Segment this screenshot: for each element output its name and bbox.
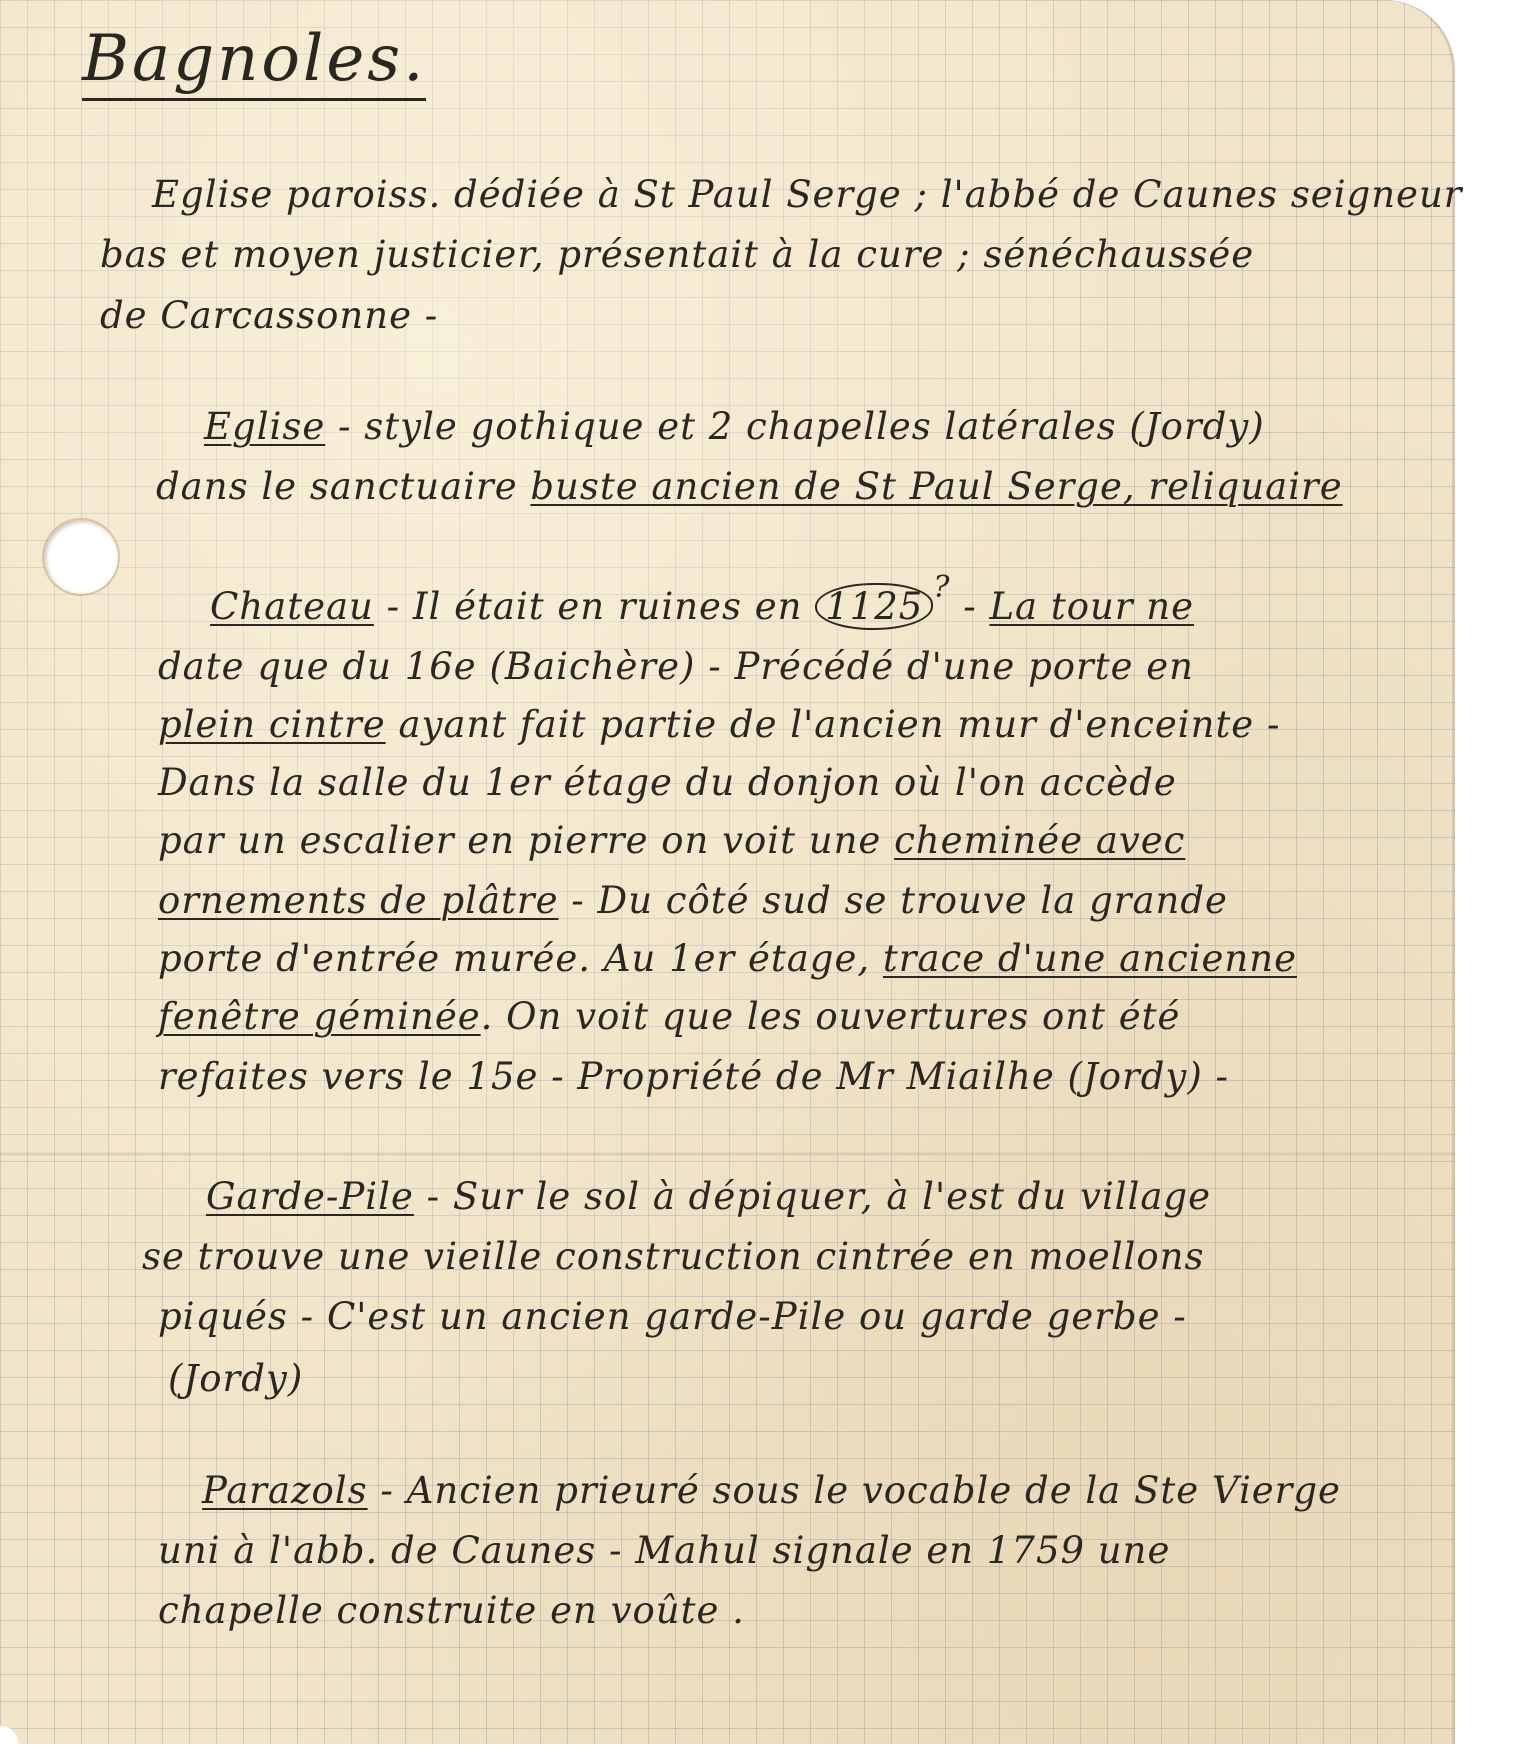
garde-pile-line-4: (Jordy) <box>168 1357 304 1400</box>
parazols-line-2: uni à l'abb. de Caunes - Mahul signale en 1759 une <box>158 1529 1171 1572</box>
eglise-line-1 <box>204 398 1265 456</box>
punch-hole <box>44 520 118 594</box>
chateau-line-1-text-a: - Il était en ruines en <box>373 585 816 628</box>
plein-cintre-text: plein cintre <box>158 703 386 746</box>
parazols-line-1-text: - Ancien prieuré sous le vocable de la Ste Vierge <box>367 1469 1341 1512</box>
intro-line-1: Eglise paroiss. dédiée à St Paul Serge ; l'abbé de Caunes seigneur <box>152 173 1463 216</box>
garde-pile-line-1 <box>206 1168 1211 1226</box>
eglise-buste-text: buste ancien de St Paul Serge, reliquaire <box>530 465 1343 508</box>
chateau-line-3-text: ayant fait partie de l'ancien mur d'enceinte - <box>385 703 1281 746</box>
parazols-heading: Parazols <box>202 1469 368 1512</box>
chateau-line-3 <box>158 696 1280 754</box>
chateau-line-1-text-b: - <box>950 585 990 628</box>
intro-line-2: bas et moyen justicier, présentait à la cure ; sénéchaussée <box>100 233 1255 276</box>
chateau-line-1 <box>210 570 1195 636</box>
chateau-line-8-text: . On voit que les ouvertures ont été <box>480 995 1181 1038</box>
chateau-line-5-text: par un escalier en pierre on voit une <box>158 819 895 862</box>
parazols-line-1 <box>202 1462 1341 1520</box>
eglise-heading: Eglise <box>204 405 326 448</box>
intro-line-3: de Carcassonne - <box>100 294 439 337</box>
eglise-line-1-text: - style gothique et 2 chapelles latérales (Jordy) <box>325 405 1265 448</box>
garde-pile-line-1-text: - Sur le sol à dépiquer, à l'est du village <box>413 1175 1211 1218</box>
chateau-line-8 <box>158 988 1180 1046</box>
chateau-line-2: date que du 16e (Baichère) - Précédé d'une porte en <box>158 645 1194 688</box>
chateau-line-7-text: porte d'entrée murée. Au 1er étage, <box>158 937 883 980</box>
question-mark-annotation: ? <box>933 570 951 605</box>
ancienne-trace-text: trace d'une ancienne <box>882 937 1297 980</box>
chateau-line-6 <box>158 872 1228 930</box>
chateau-line-4: Dans la salle du 1er étage du donjon où l'on accède <box>158 761 1177 804</box>
chateau-line-5 <box>158 812 1185 870</box>
garde-pile-line-2: se trouve une vieille construction cintrée en moellons <box>142 1235 1205 1278</box>
chateau-tour-text: La tour ne <box>989 585 1195 628</box>
ornements-text: ornements de plâtre <box>158 879 559 922</box>
chateau-heading: Chateau <box>210 585 374 628</box>
garde-pile-line-3: piqués - C'est un ancien garde-Pile ou garde gerbe - <box>158 1295 1187 1338</box>
chateau-line-7 <box>158 930 1297 988</box>
cheminee-text: cheminée avec <box>894 819 1186 862</box>
chateau-line-9: refaites vers le 15e - Propriété de Mr Miailhe (Jordy) - <box>158 1055 1230 1098</box>
garde-pile-heading: Garde-Pile <box>206 1175 414 1218</box>
parazols-line-3: chapelle construite en voûte . <box>158 1589 745 1632</box>
page-title: Bagnoles. <box>82 22 426 101</box>
fenetre-geminee-text: fenêtre géminée <box>158 995 481 1038</box>
circled-year: 1125 <box>815 583 933 630</box>
eglise-line-2-text: dans le sanctuaire <box>156 465 531 508</box>
chateau-line-6-text: - Du côté sud se trouve la grande <box>558 879 1228 922</box>
eglise-line-2 <box>156 458 1343 516</box>
paper-fold-crease <box>0 1152 1455 1156</box>
